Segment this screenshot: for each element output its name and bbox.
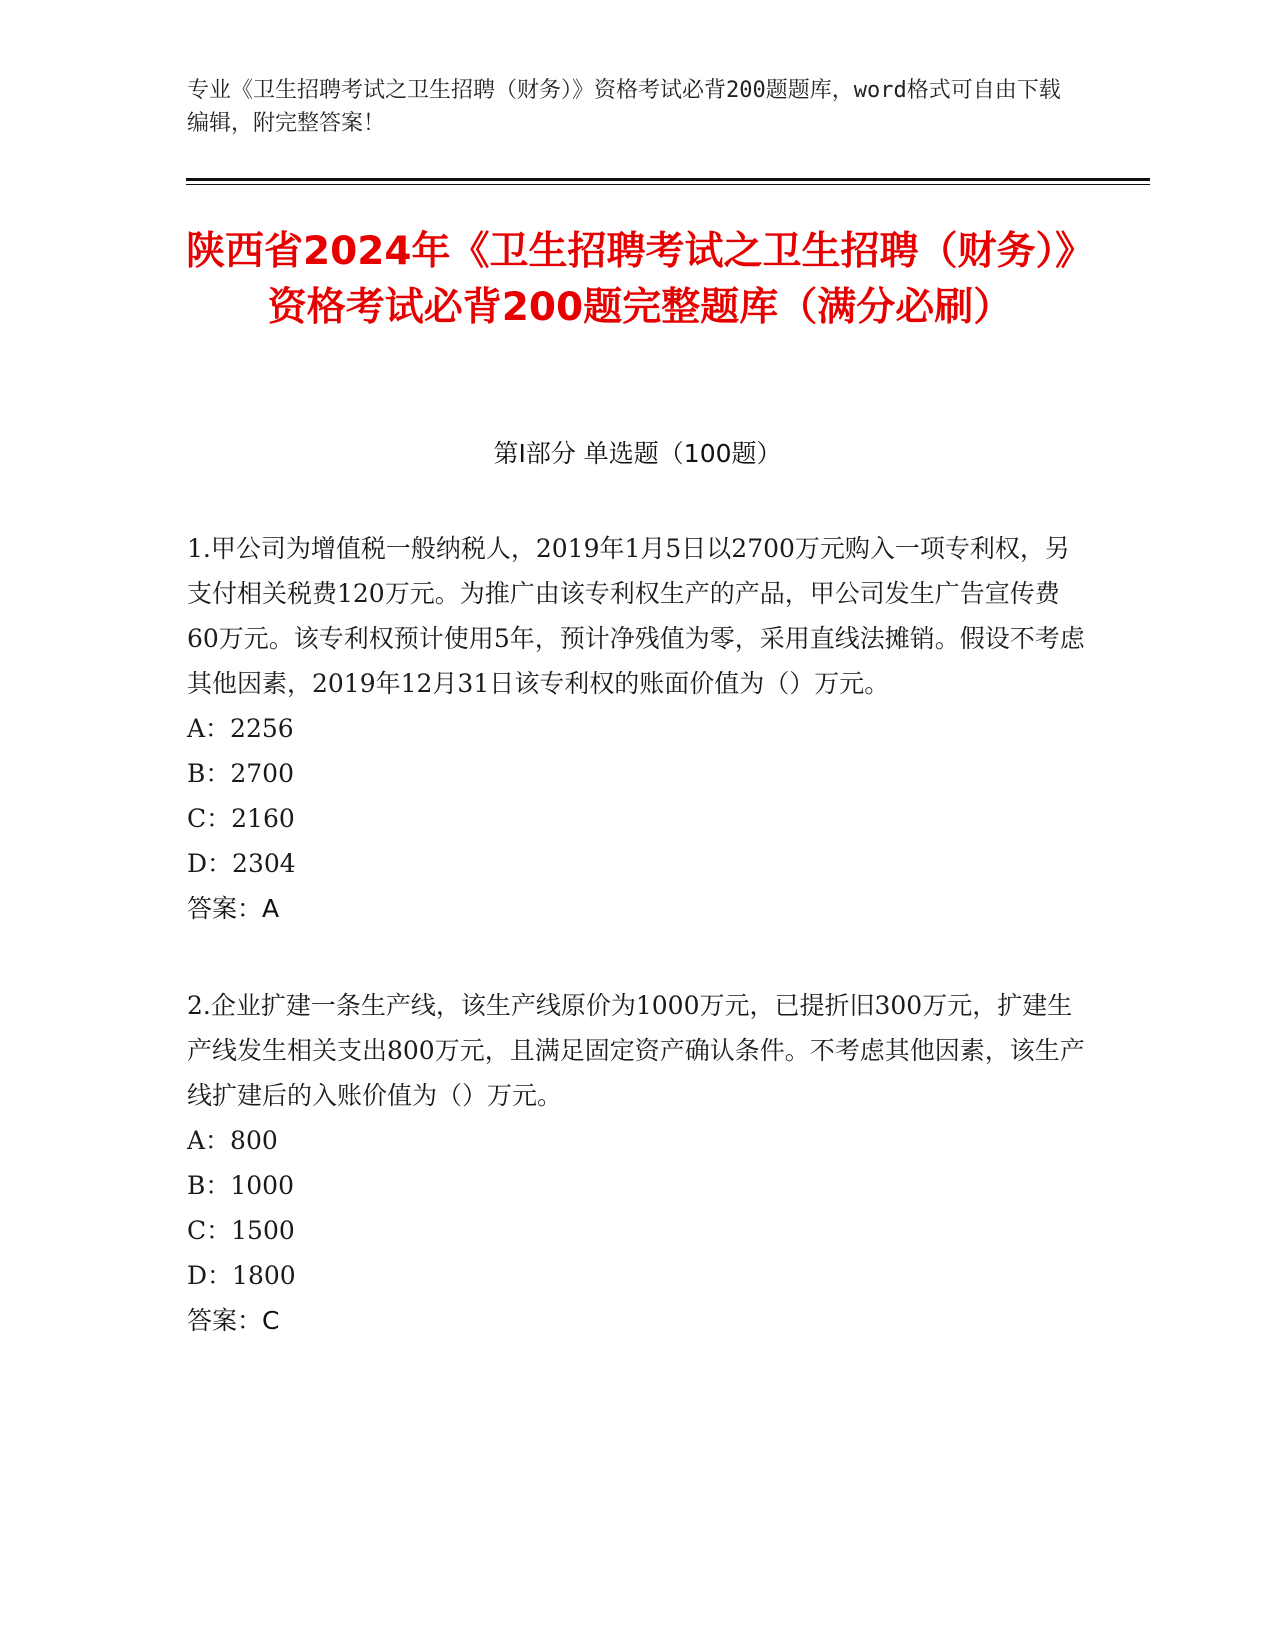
option-a: A：2256	[187, 714, 294, 743]
option-d: D：1800	[187, 1261, 296, 1290]
question-1	[187, 526, 1087, 931]
option-b: B：2700	[187, 759, 294, 788]
option-c: C：1500	[187, 1216, 295, 1245]
question-stem: 1.甲公司为增值税一般纳税人，2019年1月5日以2700万元购入一项专利权，另支付相关税费120万元。为推广由该专利权生产的产品，甲公司发生广告宣传费60万元。该专利权预计使用5年，预计净残值为零，采用直线法摊销。假设不考虑其他因素，2019年12月31日该专利权的账面价值为（）万元。	[187, 534, 1085, 698]
answer-line: 答案：C	[187, 1306, 280, 1335]
option-c: C：2160	[187, 804, 295, 833]
document-title: 陕西省2024年《卫生招聘考试之卫生招聘（财务）》资格考试必背200题完整题库（满分必刷）	[185, 229, 1095, 330]
question-stem: 2.企业扩建一条生产线，该生产线原价为1000万元，已提折旧300万元，扩建生产线发生相关支出800万元，且满足固定资产确认条件。不考虑其他因素，该生产线扩建后的入账价值为（）万元。	[187, 991, 1085, 1110]
option-a: A：800	[187, 1126, 278, 1155]
option-b: B：1000	[187, 1171, 294, 1200]
header-divider-thin	[186, 184, 1150, 185]
header-divider-thick	[186, 178, 1150, 181]
answer-line: 答案：A	[187, 894, 280, 923]
question-list	[187, 526, 1087, 1343]
section-title: 第I部分 单选题（100题）	[493, 439, 782, 468]
header-note: 专业《卫生招聘考试之卫生招聘（财务）》资格考试必背200题题库，word格式可自由下载编辑，附完整答案！	[187, 78, 1061, 136]
option-d: D：2304	[187, 849, 296, 878]
question-2	[187, 983, 1087, 1343]
